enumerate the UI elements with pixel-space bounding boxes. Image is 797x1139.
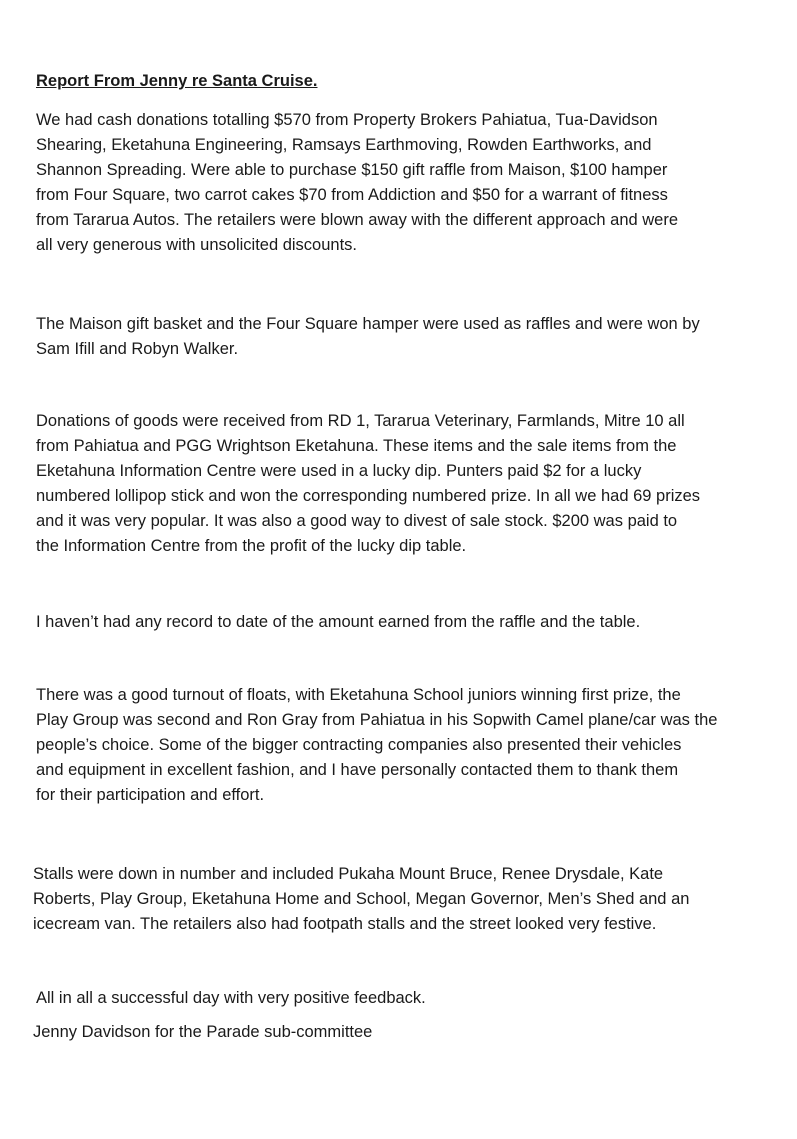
text-line: Shannon Spreading. Were able to purchase $150 gift raffle from Maison, $100 hamper <box>36 161 668 179</box>
text-line: the Information Centre from the profit of the lucky dip table. <box>36 537 467 555</box>
text-line: from Tararua Autos. The retailers were blown away with the different approach and were <box>36 211 679 229</box>
text-line: Roberts, Play Group, Eketahuna Home and School, Megan Governor, Men’s Shed and an <box>33 890 690 908</box>
paragraph-cash-donations <box>36 108 776 258</box>
signature-line: Jenny Davidson for the Parade sub-committee <box>33 1023 373 1041</box>
text-line: all very generous with unsolicited discounts. <box>36 236 358 254</box>
text-line: All in all a successful day with very positive feedback. <box>36 989 426 1007</box>
paragraph-stalls <box>33 862 773 937</box>
text-line: people’s choice. Some of the bigger contracting companies also presented their vehicles <box>36 736 682 754</box>
text-line: Donations of goods were received from RD 1, Tararua Veterinary, Farmlands, Mitre 10 all <box>36 412 685 430</box>
text-line: Stalls were down in number and included Pukaha Mount Bruce, Renee Drysdale, Kate <box>33 865 664 883</box>
text-line: Eketahuna Information Centre were used in a lucky dip. Punters paid $2 for a lucky <box>36 462 642 480</box>
text-line: We had cash donations totalling $570 from Property Brokers Pahiatua, Tua-Davidson <box>36 111 658 129</box>
paragraph-raffles <box>36 312 776 362</box>
text-line: numbered lollipop stick and won the corresponding numbered prize. In all we had 69 prizes <box>36 487 701 505</box>
text-line: Sam Ifill and Robyn Walker. <box>36 340 239 358</box>
paragraph-summary <box>36 986 776 1011</box>
text-line: Play Group was second and Ron Gray from Pahiatua in his Sopwith Camel plane/car was the <box>36 711 718 729</box>
text-line: and it was very popular. It was also a good way to divest of sale stock. $200 was paid to <box>36 512 678 530</box>
text-line: icecream van. The retailers also had footpath stalls and the street looked very festive. <box>33 915 657 933</box>
paragraph-floats <box>36 683 776 808</box>
text-line: The Maison gift basket and the Four Square hamper were used as raffles and were won by <box>36 315 700 333</box>
text-line: and equipment in excellent fashion, and I have personally contacted them to thank them <box>36 761 679 779</box>
paragraph-lucky-dip <box>36 409 776 559</box>
paragraph-no-record <box>36 610 776 635</box>
report-title: Report From Jenny re Santa Cruise. <box>36 72 318 90</box>
text-line: There was a good turnout of floats, with Eketahuna School juniors winning first prize, the <box>36 686 681 704</box>
text-line: Shearing, Eketahuna Engineering, Ramsays Earthmoving, Rowden Earthworks, and <box>36 136 652 154</box>
text-line: from Pahiatua and PGG Wrightson Eketahuna. These items and the sale items from the <box>36 437 677 455</box>
text-line: from Four Square, two carrot cakes $70 from Addiction and $50 for a warrant of fitness <box>36 186 668 204</box>
text-line: I haven’t had any record to date of the amount earned from the raffle and the table. <box>36 613 641 631</box>
text-line: for their participation and effort. <box>36 786 265 804</box>
